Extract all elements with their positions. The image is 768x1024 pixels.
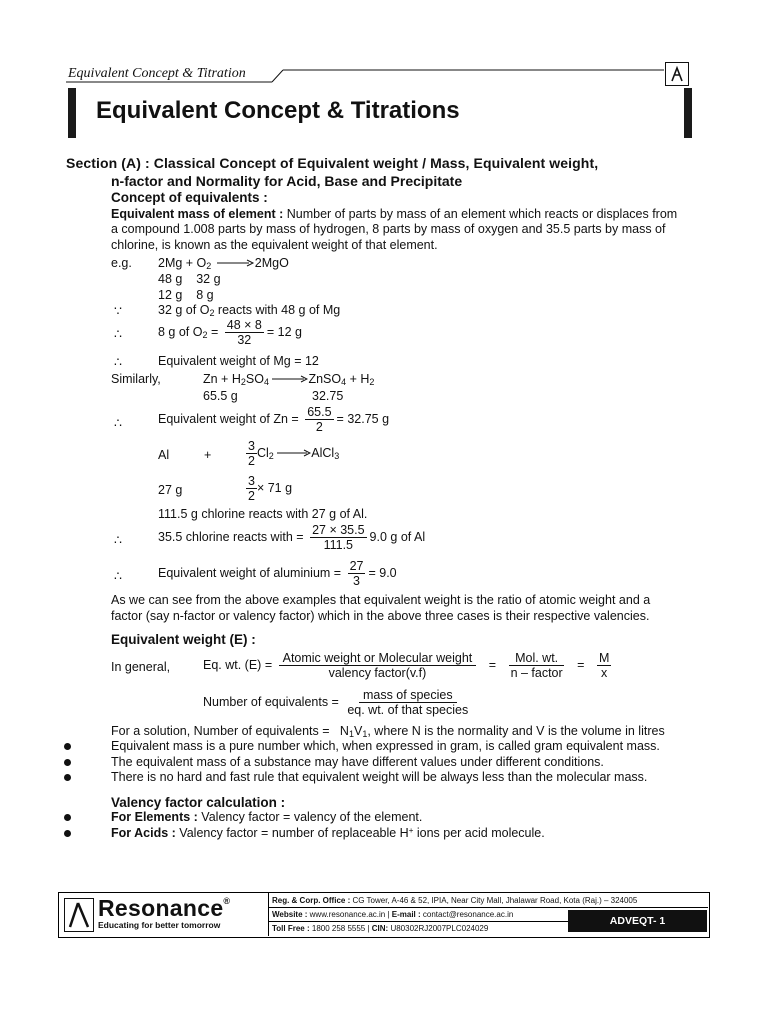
definition-line2: a compound 1.008 parts by mass of hydrogen, 8 parts by mass of oxygen and 35.5 parts by mass of — [111, 222, 666, 236]
mg-equation: $2Mg + O_2$ 2MgO — [158, 256, 289, 271]
page-title: Equivalent Concept & Titrations — [96, 97, 460, 124]
arrow-icon — [272, 372, 308, 387]
therefore-symbol: ∴ — [114, 416, 122, 430]
summary-line1: As we can see from the above examples that equivalent weight is the ratio of atomic weight and a — [111, 593, 651, 607]
section-heading-line2: n-factor and Normality for Acid, Base and Precipitate — [111, 173, 463, 189]
bullet-icon — [64, 814, 71, 821]
summary-line2: factor (say n-factor or valency factor) which in the above three cases is their respective valencies. — [111, 609, 650, 623]
eqwt-al-line: Equivalent weight of aluminium = $\frac{27}{3}$ = 9.0 — [158, 559, 397, 588]
bullet-icon — [64, 759, 71, 766]
eqwt-zn-line: Equivalent weight of Zn = $\frac{65.5}{2}$ = 32.75 g — [158, 405, 390, 434]
eqwt-heading: Equivalent weight (E) : — [111, 632, 256, 647]
footer-address: Reg. & Corp. Office : CG Tower, A-46 & 52, IPIA, Near City Mall, Jhalawar Road, Kota (Raj.) – 324005 — [272, 896, 638, 905]
page-code-badge: ADVEQT- 1 — [568, 910, 707, 932]
therefore-symbol: ∴ — [114, 569, 122, 583]
header-rule — [0, 0, 768, 90]
zn-mass: 65.5 g — [203, 389, 238, 403]
running-title: Equivalent Concept & Titration — [68, 66, 246, 81]
footer-tollfree: Toll Free : 1800 258 5555 | CIN: U80302RJ2007PLC024029 — [272, 924, 489, 933]
title-bar-left — [68, 88, 76, 138]
bullet-item: Equivalent mass is a pure number which, when expressed in gram, is called gram equivalent mass. — [111, 739, 660, 753]
mg-masses-48: 48 g 32 g — [158, 272, 221, 286]
therefore-symbol: ∴ — [114, 327, 122, 341]
title-bar-right — [684, 88, 692, 138]
concept-heading: Concept of equivalents : — [111, 190, 268, 205]
zn-equation: $Zn + H_2SO_4$ ZnSO$_4$ + $H_2$ — [203, 372, 375, 387]
eqwt-formula: Eq. wt. (E) = $\frac{\text{Atomic weight or Molecular weight}}{\text{valency factor(v.f)}}$ = $\frac{\text{Mol. wt.}}{\text{n – factor}}$ = $\frac{M}{x}$ — [203, 651, 610, 680]
bullet-icon — [64, 774, 71, 781]
bullet-item: There is no hard and fast rule that equivalent weight will be always less than the molecular mass. — [111, 770, 648, 784]
footer-divider — [268, 892, 269, 936]
in-general-label: In general, — [111, 660, 171, 674]
definition-line1: Equivalent mass of element : Number of parts by mass of an element which reacts or displaces from — [111, 207, 678, 221]
because-symbol: ∵ — [114, 304, 122, 318]
valency-heading: Valency factor calculation : — [111, 795, 286, 810]
cl-mass: $\frac{3}{2}$ × 71 g — [248, 474, 293, 503]
similarly-label: Similarly, — [111, 372, 161, 386]
al-mass: 27 g — [158, 483, 183, 497]
eg-label: e.g. — [111, 256, 132, 270]
eqwt-mg-line: Equivalent weight of Mg = 12 — [158, 354, 319, 368]
eight-g-line: 8 g of $O_2$ = $\frac{48 \times 8}{32}$ = 12 g — [158, 318, 302, 347]
chlorine-355-line: 35.5 chlorine reacts with = $\frac{27 \times 35.5}{111.5}$ 9.0 g of Al — [158, 523, 426, 552]
bullet-icon — [64, 743, 71, 750]
bullet-item: The equivalent mass of a substance may have different values under different conditions. — [111, 755, 604, 769]
plus-sign: + — [204, 448, 212, 462]
footer-divider — [268, 921, 568, 922]
arrow-icon — [277, 446, 311, 461]
section-heading-line1: Section (A) : Classical Concept of Equivalent weight / Mass, Equivalent weight, — [66, 155, 599, 171]
footer-website: Website : www.resonance.ac.in | E-mail : contact@resonance.ac.in — [272, 910, 514, 919]
chlorine-1115-line: 111.5 g chlorine reacts with 27 g of Al. — [158, 507, 368, 521]
resonance-logo-icon — [64, 898, 94, 932]
valency-elements-line: For Elements : Valency factor = valency of the element. — [111, 810, 423, 824]
brand-tagline: Educating for better tomorrow — [98, 920, 221, 930]
footer-divider — [268, 907, 708, 908]
valency-acids-line: For Acids : Valency factor = number of replaceable H+ ions per acid molecule. — [111, 826, 545, 840]
mg-masses-12: 12 g 8 g — [158, 288, 214, 302]
h2so4-mass: 32.75 — [312, 389, 344, 403]
definition-line3: chlorine, is known as the equivalent weight of that element. — [111, 238, 438, 252]
therefore-symbol: ∴ — [114, 355, 122, 369]
solution-equivalents-line: For a solution, Number of equivalents = $N_1V_1$, where N is the normality and V is the volume in litres — [111, 724, 665, 739]
o2-reacts-line: 32 g of $O_2$ reacts with 48 g of Mg — [158, 303, 341, 318]
therefore-symbol: ∴ — [114, 533, 122, 547]
al-label: Al — [158, 448, 170, 462]
logo-mark-icon — [665, 62, 689, 86]
al-equation: $\frac{3}{2}$ $Cl_2$ AlCl$_3$ — [248, 439, 340, 468]
num-equivalents-formula: Number of equivalents = $\frac{\text{mass of species}}{\text{eq. wt. of that species}}$ — [203, 688, 469, 717]
brand-name: Resonance® — [98, 895, 231, 921]
arrow-icon — [215, 256, 255, 271]
bullet-icon — [64, 830, 71, 837]
